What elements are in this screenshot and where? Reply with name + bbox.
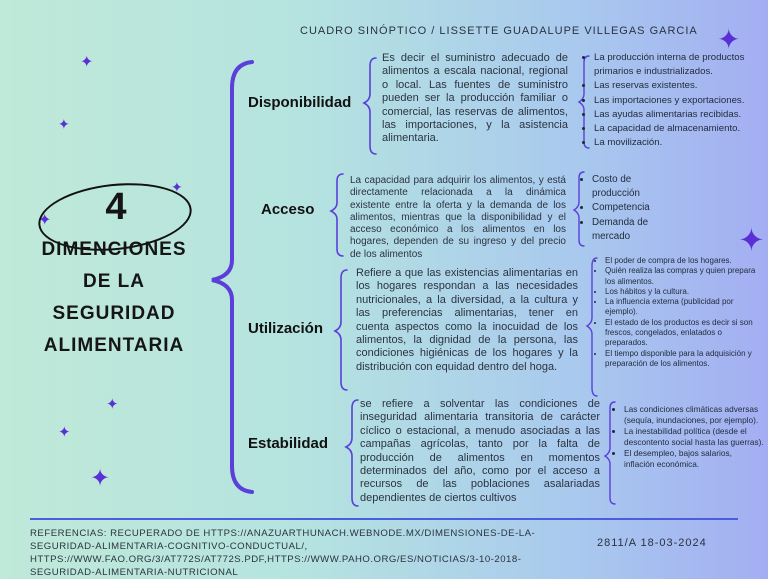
category-estabilidad: Estabilidad [248,435,329,452]
main-title-line: DIMENCIONES [41,239,187,260]
sparkle-star-icon: ✦ [80,54,94,71]
references: REFERENCIAS: RECUPERADO DE HTTPS://ANAZUARTHUNACH.WEBNODE.MX/DIMENSIONES-DE-LA-SEGURIDAD-ALIMENTARIA-COGNITIVO-CONDUCTUAL/, HTTPS://WWW.FAO.ORG/3/AT772S/AT772S.PDF,HTTPS://WWW.PAHO.ORG/ES/NOTICIAS/3-10-2018-SEGURIDAD-ALIMENTARIA-NUTRICIONAL [30,528,536,578]
list-item: • La inestabilidad política (desde el descontento social hasta las guerras). [624,426,764,448]
sparkle-star-icon: ✦ [717,24,741,55]
list-acceso [580,173,680,244]
sparkle-star-icon: ✦ [58,424,71,441]
description-acceso: La capacidad para adquirir los alimentos, y está directamente relacionada a la dinámica existente entre la oferta y la demanda de los alimentos, mientras que la disponibilidad y el acceso económico a los alimentos en los hogares, dependen de su ingreso y del precio de los alimentos [350,175,566,260]
list-item: • Demanda de mercado [592,216,680,244]
sparkle-star-icon: ✦ [106,396,119,413]
list-item: • Las reservas existentes. [594,79,768,93]
list-item: • La capacidad de almacenamiento. [594,122,768,136]
footer-divider [30,518,738,520]
list-item: • El estado de los productos es decir si son frescos, congelados, enlatados o preparados. [605,318,763,349]
list-item: • Las condiciones climáticas adversas (sequía, inundaciones, por ejemplo). [624,404,764,426]
list-item: • Los hábitos y la cultura. [605,287,763,297]
description-estabilidad: se refiere a solventar las condiciones de inseguridad alimentaria transitoria de carácter cíclico o estacional, a menudo asociadas a las campañas agrícolas, tanto por la falta de producción de alimentos en momentos determinados del año, como por el acceso a recursos de las poblaciones asalariadas dependientes de ciertos cultivos [360,398,600,504]
list-estabilidad [612,404,764,469]
list-item: • La producción interna de productos primarios e industrializados. [594,51,768,79]
list-item: • Las importaciones y exportaciones. [594,94,768,108]
sparkle-star-icon: ✦ [738,222,765,258]
document-date: 2811/A 18-03-2024 [597,537,707,549]
title-number: 4 [105,186,127,228]
list-item: • Las ayudas alimentarias recibidas. [594,108,768,122]
category-utilizacion: Utilización [248,320,324,337]
list-utilizacion [595,256,763,369]
brace-utilizacion [335,270,347,390]
description-disponibilidad: Es decir el suministro adecuado de alimentos a escala nacional, regional o local. Las fuentes de suministro pueden ser la producción familiar o comercial, las reservas de alimentos, las importaciones, y la asistencia alimentaria. [382,52,568,145]
main-brace [212,62,252,492]
category-acceso: Acceso [261,201,315,218]
main-title-line: SEGURIDAD [52,303,176,324]
list-item: • El tiempo disponible para la adquisición y preparación de los alimentos. [605,349,763,370]
list-item: • La influencia externa (publicidad por ejemplo). [605,297,763,318]
sparkle-star-icon: ✦ [171,179,183,195]
brace-disponibilidad [364,58,376,154]
document-header: CUADRO SINÓPTICO / LISSETTE GUADALUPE VILLEGAS GARCIA [300,25,698,37]
list-disponibilidad [582,51,768,150]
description-utilizacion: Refiere a que las existencias alimentarias en los hogares respondan a las necesidades nutricionales, a la diversidad, a la cultura y las preferencias alimentarias, tener en cuenta aspectos como la inocuidad de los alimentos, la dignidad de la persona, las condiciones higiénicas de los hogares y la distribución con equidad dentro del hoga. [356,267,578,373]
list-item: • Costo de producción [592,173,680,201]
sparkle-star-icon: ✦ [38,212,52,229]
list-item: • La movilización. [594,136,768,150]
sparkle-star-icon: ✦ [90,465,111,492]
list-item: • El desempleo, bajos salarios, inflación económica. [624,448,764,470]
brace-acceso [331,174,343,256]
sparkle-star-icon: ✦ [58,116,70,132]
list-item: • Competencia [592,201,680,215]
main-title-line: DE LA [83,271,145,292]
brace-estabilidad [346,400,358,506]
main-title-line: ALIMENTARIA [43,335,185,356]
category-disponibilidad: Disponibilidad [248,94,352,111]
list-item: • El poder de compra de los hogares. [605,256,763,266]
list-item: • Quién realiza las compras y quien prepara los alimentos. [605,266,763,287]
